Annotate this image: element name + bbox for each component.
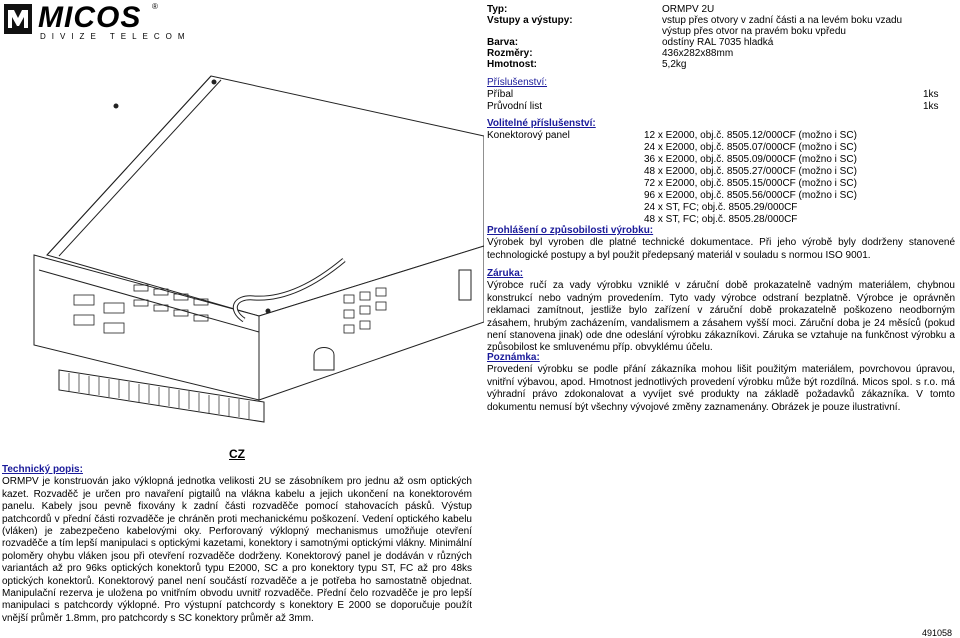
product-drawing <box>14 70 484 440</box>
accessory-name: Příbal <box>487 89 514 100</box>
warranty-text: Výrobce ručí za vady výrobku vzniklé v záruční době prokazatelně vadným materiálem, chybnou konstrukcí nebo vadným provedením. Tyto vady výrobce odstraní bezplatně. Výrobce je oprávněn reklamaci zamítnout, jestliže bylo zařízení v záruční době prokazatelně poškozeno neodborným zásahem, hrubým zacházením, vandalismem a zásahem vyšší moci. Záruční doba je 24 měsíců (pokud není stanovena jinak) ode dne odeslání výrobku zákazníkovi. Záruka se vztahuje na funkčnost výrobku a způsobilost ke smluvenému příp. obvyklému účelu. <box>487 280 955 354</box>
note-section <box>487 352 955 414</box>
spec-value-weight: 5,2kg <box>662 59 687 70</box>
brand-name: MICOS <box>38 1 142 34</box>
spec-label-color: Barva: <box>487 37 519 48</box>
technical-section <box>2 464 472 625</box>
technical-text: ORMPV je konstruován jako výklopná jednotka velikosti 2U se zásobníkem pro jednu až osm optických kazet. Rozvaděč je určen pro navaření pigtailů na vlákna kabelu a jejich ukončení na konektorovém panelu. Kabely jsou pevně fixovány k zadní části rozvaděče pomocí stahovacích pásků. Výstup patchcordů v přední části rozvaděče je chráněn proti mechanickému poškození. Vedení optického kabelu (vláken) je zabezpečeno kabelovými oky. Perforovaný výklopný mechanismus umožňuje otevření rozvaděče a tím lepší manipulaci s optickými kazetami, konektory i samotnými optickými vlákny. Minimální poloměry ohybu vláken jsou při otevření rozvaděče dodrženy. Konektorový panel je dodáván v různých variantách až pro 96ks optických konektorů typu E2000, SC a pro konektory typu ST, FC až pro 48ks optických konektorů. Konektorový panel není součástí rozvaděče a je potřeba ho samostatně objednat. Manipulační rezerva je uložena po vnitřním obvodu uvnitř rozvaděče. Přední čelo rozvaděče je pro lepší manipulaci s patchcordy výklopné. Pro výstupní patchcordy s konektory E 2000 se doporučuje použít vnější průměr 1.8mm, pro patchcordy s SC konektory průměr až 3mm. <box>2 476 472 624</box>
brand-tagline: DIVIZE TELECOM <box>40 32 191 41</box>
warranty-heading: Záruka: <box>487 268 524 279</box>
spec-label-type: Typ: <box>487 4 508 15</box>
option-item: 24 x ST, FC; obj.č. 8505.29/000CF <box>644 202 798 213</box>
declaration-text: Výrobek byl vyroben dle platné technické dokumentace. Při jeho výrobě byly dodrženy stanovené technologické postupy a byl použit předepsaný materiál v souladu s normou ISO 9001. <box>487 237 955 261</box>
note-text: Provedení výrobku se podle přání zákazníka mohou lišit použitým materiálem, povrchovou úpravou, vnitřní výbavou, apod. Hmotnost jednotlivých provedení výrobku může být rozdílná. Micos spol. s r.o. má výhradní právo zdokonalovat a vyvíjet své produkty na základě požadavků zákazníka. V tomto dokumentu nemusí být všechny vývojové změny zaznamenány. Obrázek je pouze ilustrativní. <box>487 364 955 413</box>
language-mark: CZ <box>229 447 245 461</box>
option-item: 48 x ST, FC; obj.č. 8505.28/000CF <box>644 214 798 225</box>
optional-heading: Volitelné příslušenství: <box>487 118 596 129</box>
declaration-section <box>487 225 955 262</box>
spec-value-color: odstíny RAL 7035 hladká <box>662 37 774 48</box>
declaration-heading: Prohlášení o způsobilosti výrobku: <box>487 225 654 236</box>
accessories-heading: Příslušenství: <box>487 77 548 88</box>
spec-label-dims: Rozměry: <box>487 48 533 59</box>
optional-label: Konektorový panel <box>487 130 570 141</box>
accessory-qty: 1ks <box>923 101 939 112</box>
option-item: 24 x E2000, obj.č. 8505.07/000CF (možno i SC) <box>644 142 857 153</box>
spec-value-dims: 436x282x88mm <box>662 48 734 59</box>
option-item: 72 x E2000, obj.č. 8505.15/000CF (možno i SC) <box>644 178 857 189</box>
option-item: 12 x E2000, obj.č. 8505.12/000CF (možno i SC) <box>644 130 857 141</box>
accessory-qty: 1ks <box>923 89 939 100</box>
registered-mark: ® <box>152 2 158 11</box>
spec-value-io-in: vstup přes otvory v zadní části a na levém boku vzadu <box>662 15 903 26</box>
spec-value-io-out: výstup přes otvor na pravém boku vpředu <box>662 26 846 37</box>
option-item: 96 x E2000, obj.č. 8505.56/000CF (možno i SC) <box>644 190 857 201</box>
technical-heading: Technický popis: <box>2 464 83 475</box>
warranty-section <box>487 268 955 355</box>
spec-label-weight: Hmotnost: <box>487 59 537 70</box>
option-item: 36 x E2000, obj.č. 8505.09/000CF (možno i SC) <box>644 154 857 165</box>
logo-emblem <box>4 4 32 34</box>
option-item: 48 x E2000, obj.č. 8505.27/000CF (možno i SC) <box>644 166 857 177</box>
spec-value-type: ORMPV 2U <box>662 4 715 15</box>
document-number: 491058 <box>921 628 952 638</box>
note-heading: Poznámka: <box>487 352 540 363</box>
accessory-name: Průvodní list <box>487 101 543 112</box>
spec-label-io: Vstupy a výstupy: <box>487 15 573 26</box>
